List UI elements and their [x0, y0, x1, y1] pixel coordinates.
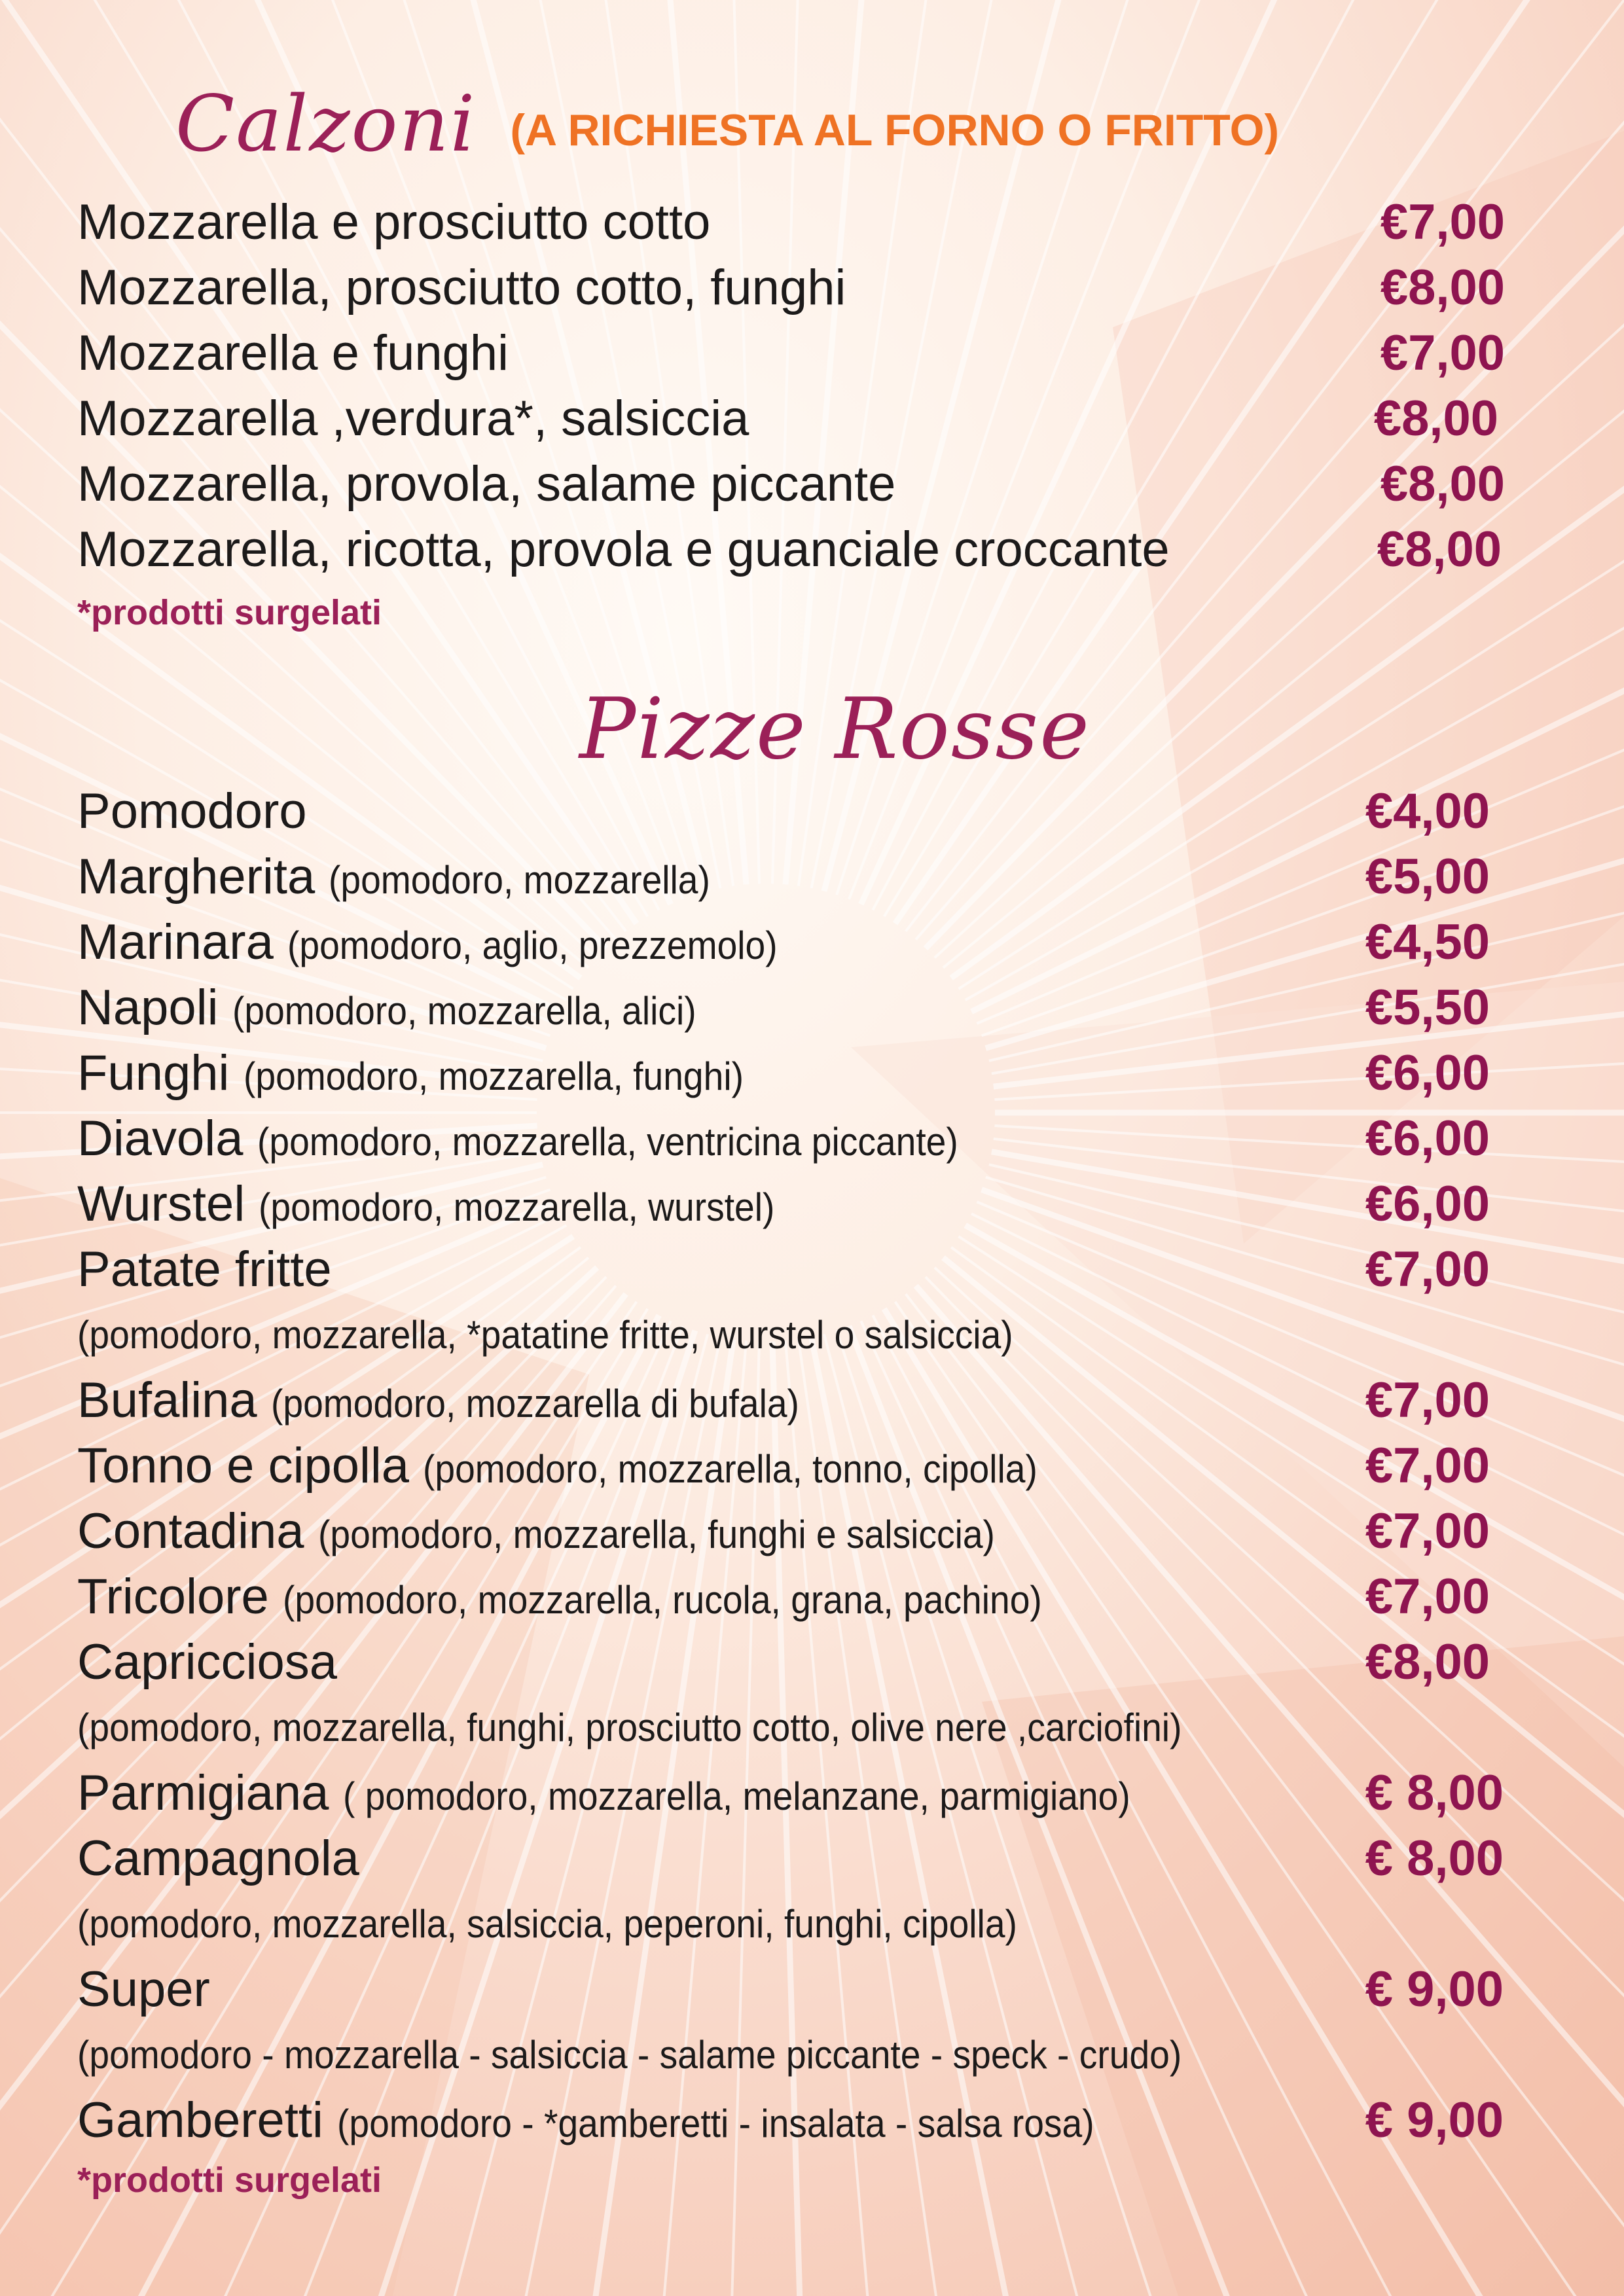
pizza-name: Margherita	[77, 849, 316, 905]
pizza-description: (pomodoro, mozzarella, tonno, cipolla)	[423, 1447, 1038, 1491]
pizza-price: €5,00	[1365, 849, 1490, 905]
pizza-name: Super	[77, 1962, 210, 2017]
spacer	[229, 1045, 243, 1101]
pizza-description: (pomodoro, mozzarella, wurstel)	[259, 1185, 775, 1229]
pizza-name: Parmigiana	[77, 1765, 329, 1821]
pizza-item	[77, 1761, 1624, 1826]
pizza-price: €6,00	[1365, 1045, 1490, 1101]
pizza-description: (pomodoro, mozzarella, rucola, grana, pachino)	[282, 1578, 1042, 1622]
pizze-rosse-note: *prodotti surgelati	[77, 2161, 382, 2200]
spacer	[257, 1372, 271, 1428]
pizza-price: € 9,00	[1365, 2092, 1504, 2148]
spacer	[245, 1176, 259, 1232]
calzone-price: €8,00	[1373, 391, 1498, 446]
calzone-price: €8,00	[1380, 456, 1505, 512]
spacer	[329, 1765, 342, 1821]
pizza-name: Wurstel	[77, 1176, 245, 1232]
pizza-item	[77, 1368, 1624, 1433]
calzone-name: Mozzarella, ricotta, provola e guanciale croccante	[77, 522, 1170, 577]
pizza-price: €7,00	[1365, 1438, 1490, 1494]
calzone-name: Mozzarella, prosciutto cotto, funghi	[77, 260, 846, 315]
pizza-item	[77, 844, 1624, 910]
calzone-name: Mozzarella, provola, salame piccante	[77, 456, 896, 512]
pizza-name: Marinara	[77, 914, 274, 970]
pizza-price: €8,00	[1365, 1634, 1490, 1690]
pizza-item	[77, 1041, 1624, 1106]
pizza-description-line	[77, 1302, 1624, 1368]
pizza-item	[77, 1826, 1624, 1892]
pizza-name: Bufalina	[77, 1372, 257, 1428]
pizza-price: €4,50	[1365, 914, 1490, 970]
pizza-description-line	[77, 2022, 1624, 2088]
pizza-name: Patate fritte	[77, 1242, 332, 1297]
spacer	[243, 1111, 257, 1166]
calzone-item	[77, 190, 1624, 255]
pizza-price: €7,00	[1365, 1503, 1490, 1559]
spacer	[409, 1438, 423, 1494]
pizza-description: (pomodoro, mozzarella, alici)	[232, 989, 696, 1033]
pizza-name: Tonno e cipolla	[77, 1438, 410, 1494]
calzone-item	[77, 517, 1624, 583]
pizza-description: (pomodoro, mozzarella)	[329, 858, 711, 902]
pizza-item	[77, 1499, 1624, 1564]
pizza-name: Tricolore	[77, 1569, 269, 1624]
calzoni-heading	[175, 79, 1279, 177]
pizza-price: €7,00	[1365, 1372, 1490, 1428]
spacer	[274, 914, 287, 970]
calzone-item	[77, 321, 1624, 386]
calzone-item	[77, 452, 1624, 517]
calzone-price: €8,00	[1380, 260, 1505, 315]
spacer	[315, 849, 329, 905]
pizza-name: Campagnola	[77, 1831, 359, 1886]
pizza-description: (pomodoro, mozzarella, ventricina piccante)	[257, 1120, 958, 1164]
pizza-item	[77, 1172, 1624, 1237]
pizza-description: (pomodoro, mozzarella di bufala)	[270, 1382, 799, 1426]
calzoni-title: Calzoni	[175, 79, 477, 169]
calzone-price: €7,00	[1380, 325, 1505, 381]
calzone-item	[77, 386, 1624, 452]
calzoni-subtitle: (A RICHIESTA AL FORNO O FRITTO)	[510, 105, 1280, 155]
pizza-price: €4,00	[1365, 783, 1490, 839]
pizza-name: Funghi	[77, 1045, 230, 1101]
pizza-description: (pomodoro - mozzarella - salsiccia - salame piccante - speck - crudo)	[77, 2033, 1182, 2077]
calzone-item	[77, 255, 1624, 321]
calzone-price: €7,00	[1380, 194, 1505, 250]
spacer	[269, 1569, 283, 1624]
pizza-item	[77, 910, 1624, 975]
pizza-price: € 8,00	[1365, 1765, 1504, 1821]
calzone-name: Mozzarella e funghi	[77, 325, 509, 381]
pizza-name: Napoli	[77, 980, 219, 1035]
calzoni-note: *prodotti surgelati	[77, 593, 382, 632]
calzone-name: Mozzarella e prosciutto cotto	[77, 194, 711, 250]
pizza-item	[77, 1237, 1624, 1302]
pizza-description: (pomodoro, mozzarella, salsiccia, peperoni, funghi, cipolla)	[77, 1902, 1017, 1946]
spacer	[304, 1503, 318, 1559]
pizza-item	[77, 1957, 1624, 2022]
calzone-price: €8,00	[1377, 522, 1502, 577]
pizza-description: ( pomodoro, mozzarella, melanzane, parmigiano)	[342, 1774, 1130, 1818]
pizza-price: €6,00	[1365, 1176, 1490, 1232]
pizza-description: (pomodoro, aglio, prezzemolo)	[287, 924, 778, 967]
pizza-name: Capricciosa	[77, 1634, 338, 1690]
pizza-price: €7,00	[1365, 1242, 1490, 1297]
pizza-description-line	[77, 1892, 1624, 1957]
calzone-name: Mozzarella ,verdura*, salsiccia	[77, 391, 749, 446]
spacer	[218, 980, 232, 1035]
pizza-description-line	[77, 1695, 1624, 1761]
pizza-price: € 9,00	[1365, 1962, 1504, 2017]
pizza-item	[77, 1433, 1624, 1499]
pizza-price: €5,50	[1365, 980, 1490, 1035]
pizza-name: Gamberetti	[77, 2092, 323, 2148]
pizze-rosse-title: Pizze Rosse	[579, 681, 1091, 778]
pizza-price: €7,00	[1365, 1569, 1490, 1624]
pizza-name: Contadina	[77, 1503, 304, 1559]
pizza-item	[77, 779, 1624, 844]
pizza-description: (pomodoro, mozzarella, funghi)	[243, 1054, 744, 1098]
pizza-name: Diavola	[77, 1111, 244, 1166]
pizza-item	[77, 1630, 1624, 1695]
pizza-item	[77, 1564, 1624, 1630]
pizza-item	[77, 975, 1624, 1041]
pizza-description: (pomodoro, mozzarella, funghi, prosciutto cotto, olive nere ,carciofini)	[77, 1706, 1182, 1749]
pizza-description: (pomodoro - *gamberetti - insalata - salsa rosa)	[337, 2102, 1094, 2145]
pizza-name: Pomodoro	[77, 783, 307, 839]
pizza-description: (pomodoro, mozzarella, funghi e salsiccia)	[317, 1513, 995, 1556]
pizza-item	[77, 1106, 1624, 1172]
pizza-item	[77, 2088, 1624, 2153]
spacer	[323, 2092, 337, 2148]
pizza-description: (pomodoro, mozzarella, *patatine fritte, wurstel o salsiccia)	[77, 1313, 1013, 1357]
pizza-price: € 8,00	[1365, 1831, 1504, 1886]
pizza-price: €6,00	[1365, 1111, 1490, 1166]
